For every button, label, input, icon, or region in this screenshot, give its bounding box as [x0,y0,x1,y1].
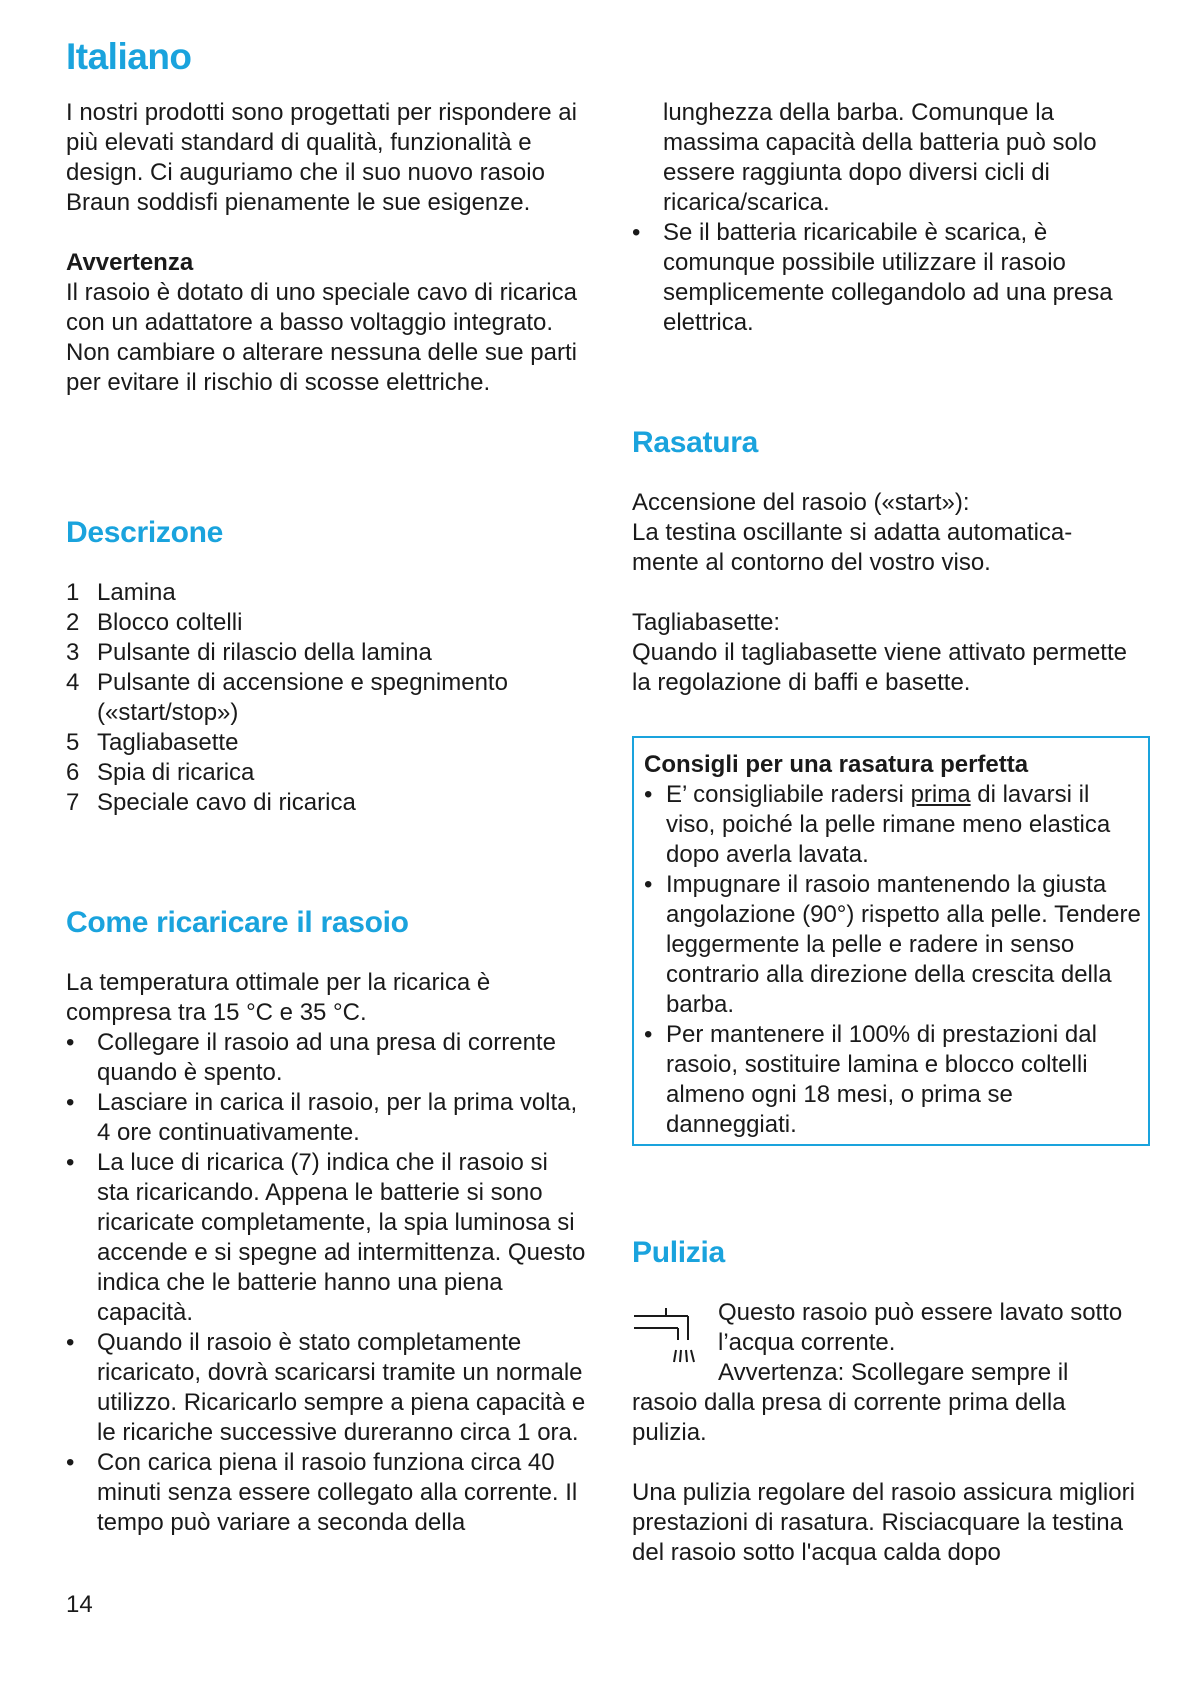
bullet-icon: • [644,871,653,898]
item-label: Tagliabasette [97,729,239,756]
charging-intro: La temperatura ottimale per la ricarica è compresa tra 15 °C e 35 °C. [66,969,491,1026]
item-number: 1 [66,579,80,606]
description-heading: Descrizone [66,516,224,549]
bullet-icon: • [66,1149,75,1176]
list-item: • Per mantenere il 100% di prestazioni dal rasoio, sostituire lamina e blocco coltelli almeno ogni 18 mesi, o prima se danneggiati. [644,1021,1097,1138]
shaving-trimmer-label: Tagliabasette: [632,609,781,636]
list-item [66,758,586,788]
tips-list [644,780,1144,1140]
shaving-heading: Rasatura [632,426,758,459]
description-list [66,578,586,818]
water-tap-icon [632,1306,702,1376]
bullet-icon: • [66,1329,75,1356]
item-label: Pulsante di accensione e spegnimento («start/stop») [97,669,508,726]
charging-bullets-right [632,218,1152,338]
list-item [66,788,586,818]
list-item [66,728,586,758]
cleaning-paragraph-2: Una pulizia regolare del rasoio assicura migliori prestazioni di rasatura. Risciacquare la testina del rasoio sotto l'acqua calda dopo [632,1479,1135,1566]
item-label: Speciale cavo di ricarica [97,789,356,816]
charging-continuation: lunghezza della barba. Comunque la massima capacità della batteria può solo essere raggiunta dopo diversi cicli di ricarica/scarica. [663,99,1097,216]
warning-text: Il rasoio è dotato di uno speciale cavo di ricarica con un adattatore a basso voltaggio integrato. Non cambiare o alterare nessuna delle sue parti per evitare il rischio di scosse elettriche. [66,279,577,396]
cleaning-line-4: rasoio dalla presa di corrente prima della pulizia. [632,1389,1066,1446]
bullet-icon: • [66,1449,75,1476]
warning-heading: Avvertenza [66,249,194,276]
tips-box [632,736,1150,1146]
list-item [66,668,586,728]
list-item: • E’ consigliabile radersi prima di lavarsi il viso, poiché la pelle rimane meno elastica dopo averla lavata. [644,781,1111,868]
bullet-icon: • [66,1089,75,1116]
list-item: • Con carica piena il rasoio funziona circa 40 minuti senza essere collegato alla corrente. Il tempo può variare a seconda della [66,1449,578,1536]
list-item: • Quando il rasoio è stato completamente ricaricato, dovrà scaricarsi tramite un normale utilizzo. Ricaricarlo sempre a piena capacità e le ricariche successive dureranno circa 1 ora. [66,1329,586,1446]
item-label: Blocco coltelli [97,609,243,636]
list-item: • Lasciare in carica il rasoio, per la prima volta, 4 ore continuativamente. [66,1089,578,1146]
intro-text: I nostri prodotti sono progettati per rispondere ai più elevati standard di qualità, funzionalità e design. Ci auguriamo che il suo nuovo rasoio Braun soddisfi pienamente le sue esigenze. [66,99,577,216]
bullet-icon: • [644,1021,653,1048]
tips-title: Consigli per una rasatura perfetta [644,751,1029,778]
item-label: Lamina [97,579,176,606]
list-item [66,608,586,638]
shaving-trimmer-text: Quando il tagliabasette viene attivato permette la regolazione di baffi e basette. [632,639,1127,696]
list-item [66,638,586,668]
page-number: 14 [66,1591,93,1618]
bullet-icon: • [644,781,653,808]
charging-heading: Come ricaricare il rasoio [66,906,409,939]
item-label: Pulsante di rilascio della lamina [97,639,432,666]
item-label: Spia di ricarica [97,759,255,786]
cleaning-line-1: Questo rasoio può essere lavato sotto [718,1299,1123,1326]
item-number: 4 [66,669,80,696]
charging-bullets [66,1028,586,1538]
list-item: • Collegare il rasoio ad una presa di corrente quando è spento. [66,1029,556,1086]
list-item [66,578,586,608]
shaving-start-text: La testina oscillante si adatta automatica-mente al contorno del vostro viso. [632,519,1073,576]
item-number: 3 [66,639,80,666]
cleaning-line-3: Avvertenza: Scollegare sempre il [718,1359,1069,1386]
list-item: • La luce di ricarica (7) indica che il rasoio si sta ricaricando. Appena le batterie si sono ricaricate completamente, la spia luminosa si accende e si spegne ad intermittenza. Questo indica che le batterie hanno una piena capacità. [66,1149,586,1326]
cleaning-heading: Pulizia [632,1236,725,1269]
bullet-icon: • [632,219,641,246]
list-item: • Impugnare il rasoio mantenendo la giusta angolazione (90°) rispetto alla pelle. Tendere leggermente la pelle e radere in senso contrario alla direzione della crescita della barba. [644,871,1141,1018]
shaving-start-label: Accensione del rasoio («start»): [632,489,970,516]
item-number: 6 [66,759,80,786]
bullet-icon: • [66,1029,75,1056]
item-number: 2 [66,609,80,636]
page-title: Italiano [66,36,192,77]
list-item: • Se il batteria ricaricabile è scarica, è comunque possibile utilizzare il rasoio semplicemente collegandolo ad una presa elettrica. [632,219,1113,336]
cleaning-line-2: l’acqua corrente. [718,1329,896,1356]
item-number: 5 [66,729,80,756]
item-number: 7 [66,789,80,816]
